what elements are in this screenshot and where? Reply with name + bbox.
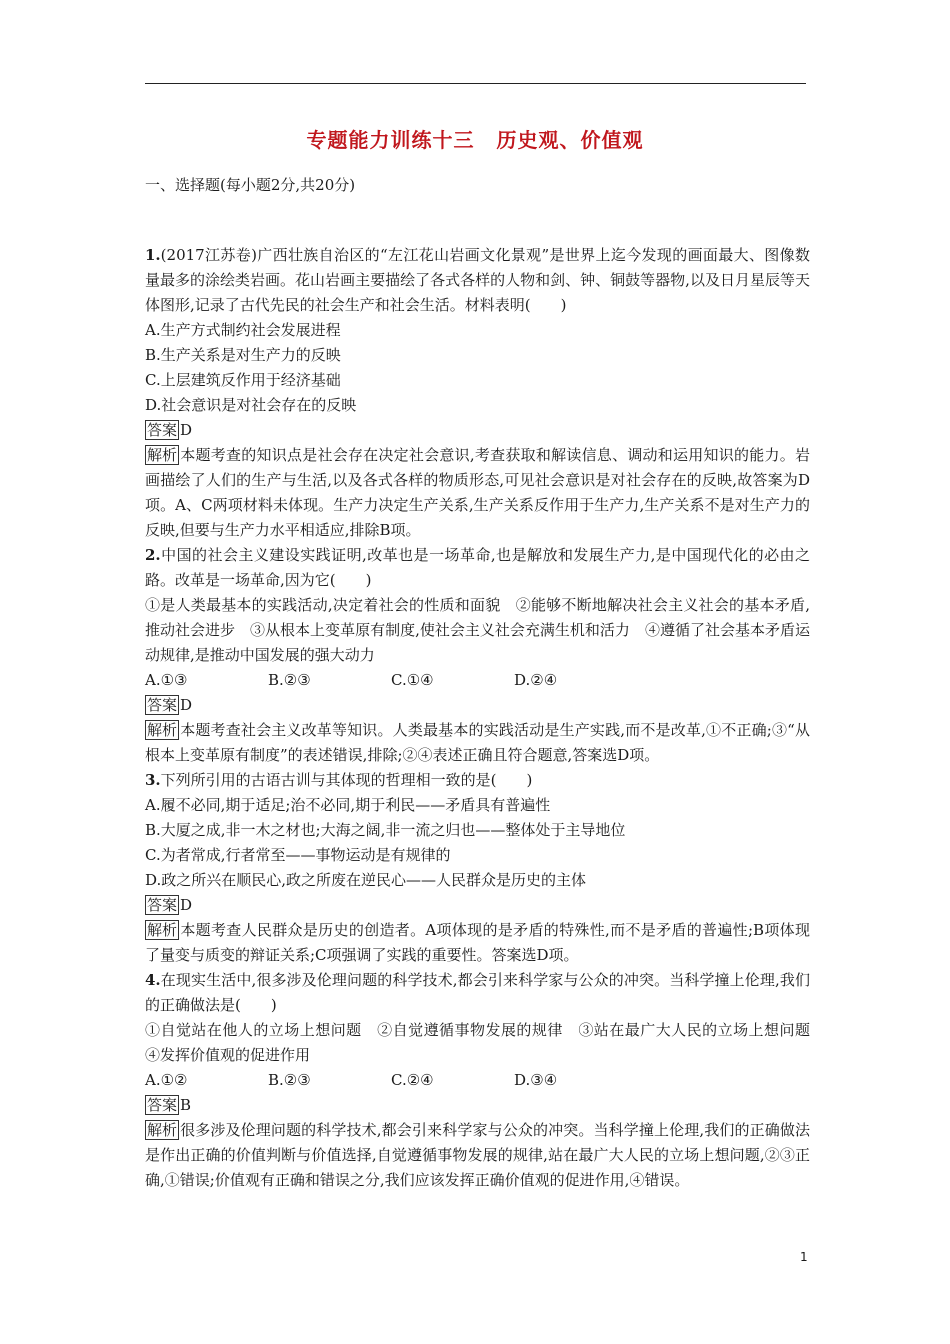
analysis-block: 解析 本题考查社会主义改革等知识。人类最基本的实践活动是生产实践,而不是改革,①不正确;③“从根本上变革原有制度”的表述错误,排除;②④表述正确且符合题意,答案选D项。	[145, 721, 810, 764]
answer-tag: 答案	[147, 421, 178, 439]
option: B.大厦之成,非一木之材也;大海之阔,非一流之归也——整体处于主导地位	[145, 821, 626, 839]
question-stem: 2.中国的社会主义建设实践证明,改革也是一场革命,也是解放和发展生产力,是中国现代化的必由之路。改革是一场革命,因为它( )	[145, 546, 810, 589]
analysis-tag: 解析	[147, 1121, 178, 1139]
option: B.②③	[268, 1071, 311, 1089]
option: A.①②	[145, 1071, 188, 1089]
option: A.①③	[145, 671, 188, 689]
option: A.生产方式制约社会发展进程	[145, 321, 341, 339]
option: C.②④	[391, 1071, 434, 1089]
analysis-block: 解析 本题考查人民群众是历史的创造者。A项体现的是矛盾的特殊性,而不是矛盾的普遍性;B项体现了量变与质变的辩证关系;C项强调了实践的重要性。答案选D项。	[145, 921, 810, 964]
option: C.为者常成,行者常至——事物运动是有规律的	[145, 846, 451, 864]
options-row	[145, 1068, 810, 1093]
page-title: 专题能力训练十三 历史观、价值观	[306, 128, 644, 152]
option: B.②③	[268, 671, 311, 689]
answer-line: 答案 D	[147, 696, 193, 714]
answer-line: 答案 D	[147, 421, 193, 439]
option: D.③④	[514, 1071, 558, 1089]
question-list	[145, 243, 826, 1193]
answer-tag: 答案	[147, 696, 178, 714]
question-stem: 3.下列所引用的古语古训与其体现的哲理相一致的是( )	[145, 771, 533, 789]
answer-line: 答案 B	[147, 1096, 192, 1114]
header-rule	[145, 83, 806, 84]
option: C.上层建筑反作用于经济基础	[145, 371, 341, 389]
question-stem: 4.在现实生活中,很多涉及伦理问题的科学技术,都会引来科学家与公众的冲突。当科学撞上伦理,我们的正确做法是( )	[145, 971, 810, 1014]
answer-line: 答案 D	[147, 896, 193, 914]
option: D.②④	[514, 671, 558, 689]
options-row	[145, 668, 810, 693]
answer-tag: 答案	[147, 896, 178, 914]
section-heading: 一、选择题(每小题2分,共20分)	[145, 176, 356, 194]
analysis-tag: 解析	[147, 921, 178, 939]
statements: ①是人类最基本的实践活动,决定着社会的性质和面貌 ②能够不断地解决社会主义社会的基本矛盾,推动社会进步 ③从根本上变革原有制度,使社会主义社会充满生机和活力 ④遵循了社会基本矛盾运动规律,是推动中国发展的强大动力	[145, 596, 810, 664]
option: C.①④	[391, 671, 434, 689]
option: D.政之所兴在顺民心,政之所废在逆民心——人民群众是历史的主体	[145, 871, 587, 889]
question-stem: 1.(2017江苏卷)广西壮族自治区的“左江花山岩画文化景观”是世界上迄今发现的画面最大、图像数量最多的涂绘类岩画。花山岩画主要描绘了各式各样的人物和剑、钟、铜鼓等器物,以及日月星辰等天体图形,记录了古代先民的社会生产和社会生活。材料表明( )	[145, 246, 810, 314]
option: D.社会意识是对社会存在的反映	[145, 396, 357, 414]
option: A.履不必同,期于适足;治不必同,期于利民——矛盾具有普遍性	[145, 796, 551, 814]
option: B.生产关系是对生产力的反映	[145, 346, 341, 364]
answer-tag: 答案	[147, 1096, 178, 1114]
analysis-tag: 解析	[147, 446, 178, 464]
statements: ①自觉站在他人的立场上想问题 ②自觉遵循事物发展的规律 ③站在最广大人民的立场上想问题 ④发挥价值观的促进作用	[145, 1021, 826, 1064]
page-number: 1	[800, 1250, 808, 1264]
analysis-block: 解析 本题考查的知识点是社会存在决定社会意识,考查获取和解读信息、调动和运用知识的能力。岩画描绘了人们的生产与生活,以及各式各样的物质形态,可见社会意识是对社会存在的反映,故答案为D项。A、C两项材料未体现。生产力决定生产关系,生产关系反作用于生产力,生产关系不是对生产力的反映,但要与生产力水平相适应,排除B项。	[145, 446, 810, 539]
analysis-block: 解析 很多涉及伦理问题的科学技术,都会引来科学家与公众的冲突。当科学撞上伦理,我们的正确做法是作出正确的价值判断与价值选择,自觉遵循事物发展的规律,站在最广大人民的立场上想问题,②③正确,①错误;价值观有正确和错误之分,我们应该发挥正确价值观的促进作用,④错误。	[145, 1121, 810, 1189]
analysis-tag: 解析	[147, 721, 178, 739]
